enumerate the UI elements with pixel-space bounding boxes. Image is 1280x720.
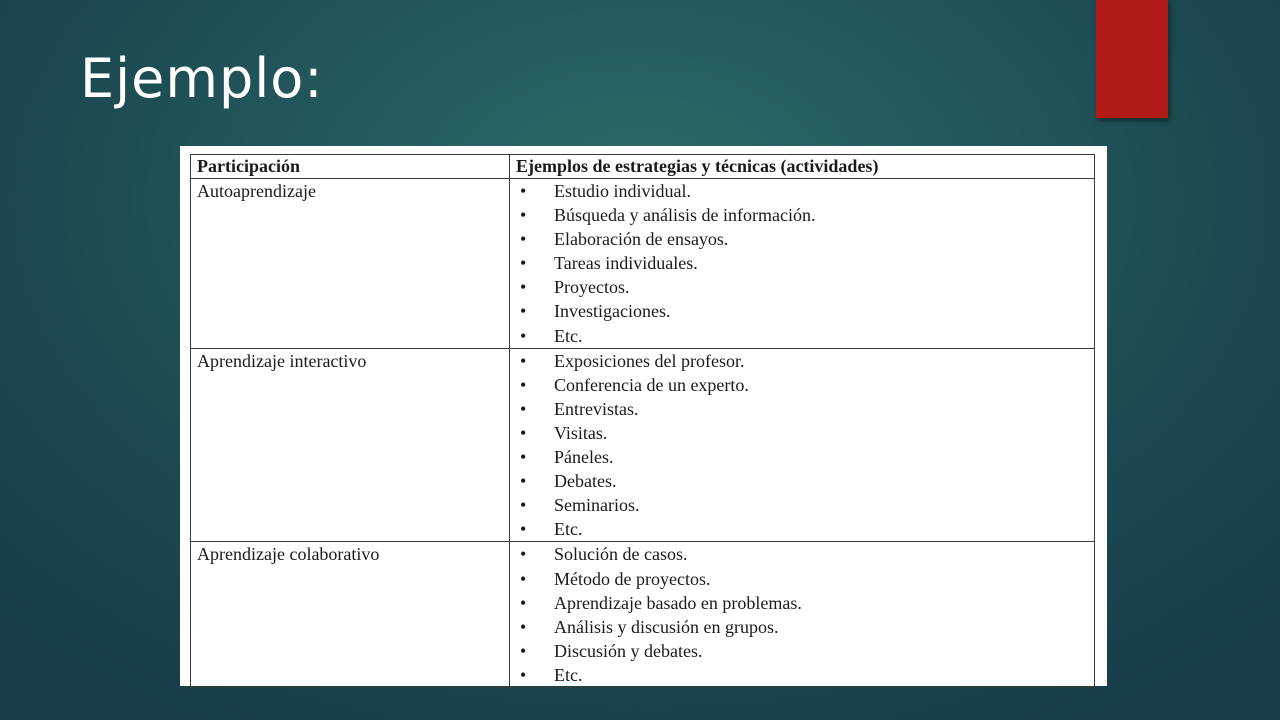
list-item: • Discusión y debates.: [516, 639, 1088, 663]
list-item: • Etc.: [516, 663, 1088, 687]
list-item: • Visitas.: [516, 421, 1088, 445]
category-cell: Aprendizaje interactivo: [191, 348, 510, 542]
list-item: • Aprendizaje basado en problemas.: [516, 591, 1088, 615]
list-item: • Etc.: [516, 517, 1088, 541]
list-item: • Páneles.: [516, 445, 1088, 469]
header-participacion: Participación: [191, 155, 510, 179]
list-item: • Exposiciones del profesor.: [516, 349, 1088, 373]
examples-list: [516, 179, 1088, 348]
list-item: • Análisis y discusión en grupos.: [516, 615, 1088, 639]
examples-list: [516, 542, 1088, 687]
list-item: • Etc.: [516, 324, 1088, 348]
list-item: • Investigaciones.: [516, 299, 1088, 323]
participation-table: [190, 154, 1095, 688]
list-item: • Estudio individual.: [516, 179, 1088, 203]
list-item: • Conferencia de un experto.: [516, 373, 1088, 397]
table-row: [191, 348, 1095, 542]
category-cell: Autoaprendizaje: [191, 179, 510, 349]
examples-cell: [510, 348, 1095, 542]
list-item: • Tareas individuales.: [516, 251, 1088, 275]
category-cell: Aprendizaje colaborativo: [191, 542, 510, 688]
list-item: • Proyectos.: [516, 275, 1088, 299]
examples-list: [516, 349, 1088, 542]
table-row: [191, 179, 1095, 349]
header-ejemplos: Ejemplos de estrategias y técnicas (actividades): [510, 155, 1095, 179]
examples-cell: [510, 542, 1095, 688]
examples-cell: [510, 179, 1095, 349]
list-item: • Entrevistas.: [516, 397, 1088, 421]
list-item: • Método de proyectos.: [516, 567, 1088, 591]
list-item: • Elaboración de ensayos.: [516, 227, 1088, 251]
slide-title: Ejemplo:: [80, 47, 324, 110]
list-item: • Solución de casos.: [516, 542, 1088, 566]
table-body: [191, 179, 1095, 688]
table-image: [180, 146, 1107, 686]
accent-bar: [1096, 0, 1168, 118]
list-item: • Debates.: [516, 469, 1088, 493]
list-item: • Seminarios.: [516, 493, 1088, 517]
table-header-row: [191, 155, 1095, 179]
list-item: • Búsqueda y análisis de información.: [516, 203, 1088, 227]
table-row: [191, 542, 1095, 688]
